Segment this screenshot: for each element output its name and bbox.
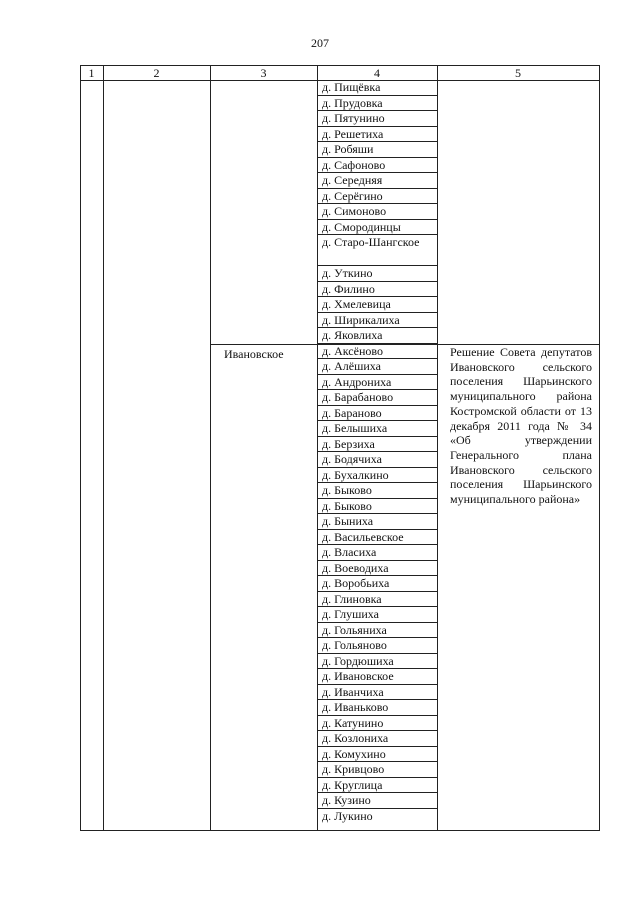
- village-row: д. Белышиха: [318, 421, 437, 437]
- village-row: д. Бодячиха: [318, 452, 437, 468]
- village-row: д. Барабаново: [318, 390, 437, 406]
- village-row: д. Ивановское: [318, 669, 437, 685]
- village-row: д. Серёгино: [318, 189, 437, 205]
- village-row: д. Филино: [318, 282, 437, 298]
- village-list: [318, 80, 437, 824]
- village-row: д. Воеводиха: [318, 561, 437, 577]
- village-row: д. Робяши: [318, 142, 437, 158]
- decision-text: Решение Совета депутатов Ивановского сельского поселения Шарьинского муниципального района Костромской области от 13 декабря 2011 года № 34 «Об утверждении Генерального плана Ивановского сельского поселения Шарьинского муниципального района»: [450, 345, 592, 507]
- table-bottom-border: [80, 830, 600, 831]
- village-row: д. Пищёвка: [318, 80, 437, 96]
- village-row: д. Бараново: [318, 406, 437, 422]
- village-row: д. Быниха: [318, 514, 437, 530]
- village-row: д. Глушиха: [318, 607, 437, 623]
- header-col-4: 4: [374, 66, 380, 80]
- header-col-2: 2: [153, 66, 160, 80]
- village-row: д. Прудовка: [318, 96, 437, 112]
- village-row: д. Козлониха: [318, 731, 437, 747]
- village-row: д. Сафоново: [318, 158, 437, 174]
- village-row: д. Андрониха: [318, 375, 437, 391]
- table-left-border: [80, 65, 81, 831]
- village-row: д. Симоново: [318, 204, 437, 220]
- village-row: д. Пятунино: [318, 111, 437, 127]
- village-row: д. Старо-Шангское: [318, 235, 437, 266]
- village-row: д. Смородинцы: [318, 220, 437, 236]
- village-row: д. Кузино: [318, 793, 437, 809]
- village-row: д. Бухалкино: [318, 468, 437, 484]
- village-row: д. Власиха: [318, 545, 437, 561]
- column-divider-1: [103, 65, 104, 831]
- village-row: д. Яковлиха: [318, 328, 437, 344]
- village-row: д. Алёшиха: [318, 359, 437, 375]
- village-row: д. Кривцово: [318, 762, 437, 778]
- village-row: д. Уткино: [318, 266, 437, 282]
- column-divider-2: [210, 65, 211, 831]
- village-row: д. Быково: [318, 483, 437, 499]
- page-number: 207: [311, 36, 329, 50]
- village-row: д. Гольяново: [318, 638, 437, 654]
- village-row: д. Гольяниха: [318, 623, 437, 639]
- village-row: д. Решетиха: [318, 127, 437, 143]
- village-row: д. Середняя: [318, 173, 437, 189]
- village-row: д. Катунино: [318, 716, 437, 732]
- village-row: д. Васильевское: [318, 530, 437, 546]
- header-col-3: 3: [260, 66, 267, 80]
- header-col-5: 5: [515, 66, 521, 80]
- table-right-border: [599, 65, 600, 831]
- column-divider-4: [437, 65, 438, 831]
- village-row: д. Иваньково: [318, 700, 437, 716]
- village-row: д. Хмелевица: [318, 297, 437, 313]
- village-row: д. Воробьиха: [318, 576, 437, 592]
- village-row: д. Иванчиха: [318, 685, 437, 701]
- village-row: д. Берзиха: [318, 437, 437, 453]
- header-col-1: 1: [88, 66, 95, 80]
- settlement-name: Ивановское: [224, 347, 284, 361]
- village-row: д. Лукино: [322, 808, 373, 823]
- village-row: д. Глиновка: [318, 592, 437, 608]
- village-row: д. Круглица: [318, 778, 437, 794]
- village-row: д. Быково: [318, 499, 437, 515]
- village-row: д. Гордюшиха: [318, 654, 437, 670]
- village-row: д. Ширикалиха: [318, 313, 437, 329]
- village-row: д. Аксёново: [318, 344, 437, 360]
- village-row: д. Комухино: [318, 747, 437, 763]
